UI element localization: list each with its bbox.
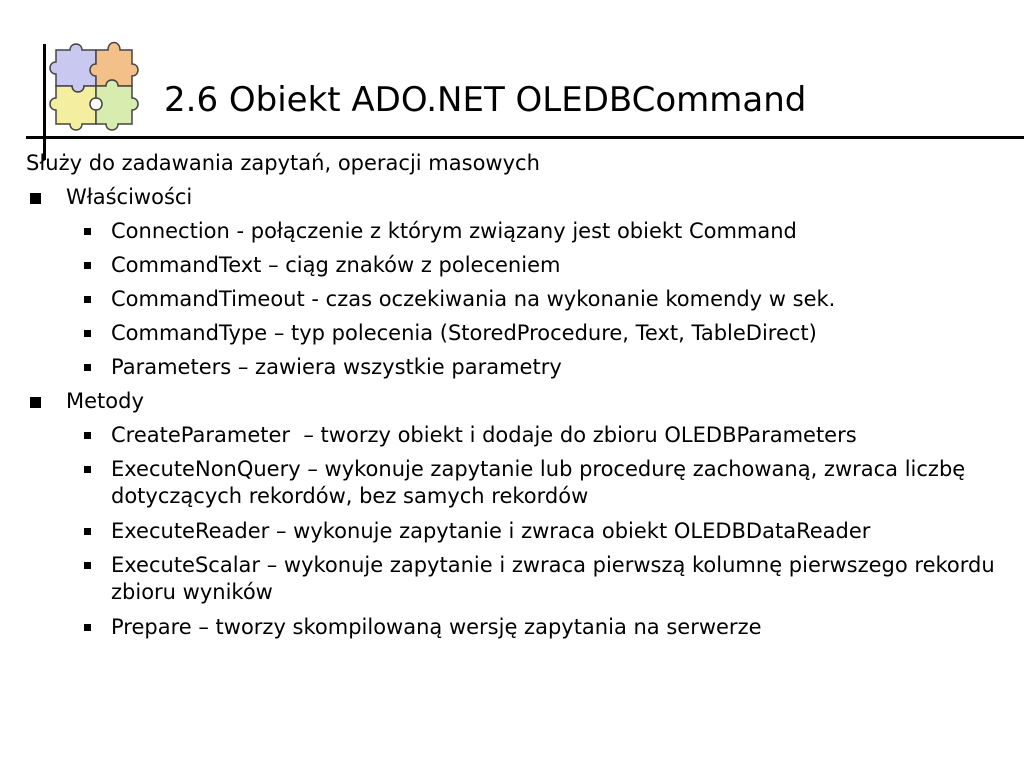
small-square-bullet-icon: [84, 562, 91, 569]
list-item-text: CommandText – ciąg znaków z poleceniem: [111, 253, 561, 277]
small-square-bullet-icon: [84, 330, 91, 337]
intro-text: Służy do zadawania zapytań, operacji masowych: [26, 151, 540, 175]
list-item-text: CreateParameter – tworzy obiekt i dodaje do zbioru OLEDBParameters: [111, 423, 857, 447]
square-bullet-icon: [30, 193, 41, 204]
section-label: Metody: [66, 389, 144, 413]
list-item-text: ExecuteReader – wykonuje zapytanie i zwraca obiekt OLEDBDataReader: [111, 519, 871, 543]
list-item-text: ExecuteScalar – wykonuje zapytanie i zwraca pierwszą kolumnę pierwszego rekordu zbioru wyników: [111, 553, 995, 604]
small-square-bullet-icon: [84, 296, 91, 303]
small-square-bullet-icon: [84, 262, 91, 269]
title-horizontal-rule: [26, 136, 1024, 139]
small-square-bullet-icon: [84, 624, 91, 631]
slide-title: 2.6 Obiekt ADO.NET OLEDBCommand: [164, 80, 807, 120]
small-square-bullet-icon: [84, 466, 91, 473]
section-label: Właściwości: [66, 185, 193, 209]
small-square-bullet-icon: [84, 528, 91, 535]
square-bullet-icon: [30, 397, 41, 408]
list-item-text: CommandTimeout - czas oczekiwania na wykonanie komendy w sek.: [111, 287, 836, 311]
title-vertical-rule: [43, 44, 46, 160]
list-item-text: CommandType – typ polecenia (StoredProcedure, Text, TableDirect): [111, 321, 817, 345]
small-square-bullet-icon: [84, 364, 91, 371]
list-item-text: Connection - połączenie z którym związany jest obiekt Command: [111, 219, 797, 243]
list-item-text: Parameters – zawiera wszystkie parametry: [111, 355, 562, 379]
small-square-bullet-icon: [84, 228, 91, 235]
small-square-bullet-icon: [84, 432, 91, 439]
puzzle-logo-icon: [48, 38, 144, 136]
list-item-text: Prepare – tworzy skompilowaną wersję zapytania na serwerze: [111, 615, 762, 639]
list-item-text: ExecuteNonQuery – wykonuje zapytanie lub procedurę zachowaną, zwraca liczbę dotyczących rekordów, bez samych rekordów: [111, 457, 966, 508]
